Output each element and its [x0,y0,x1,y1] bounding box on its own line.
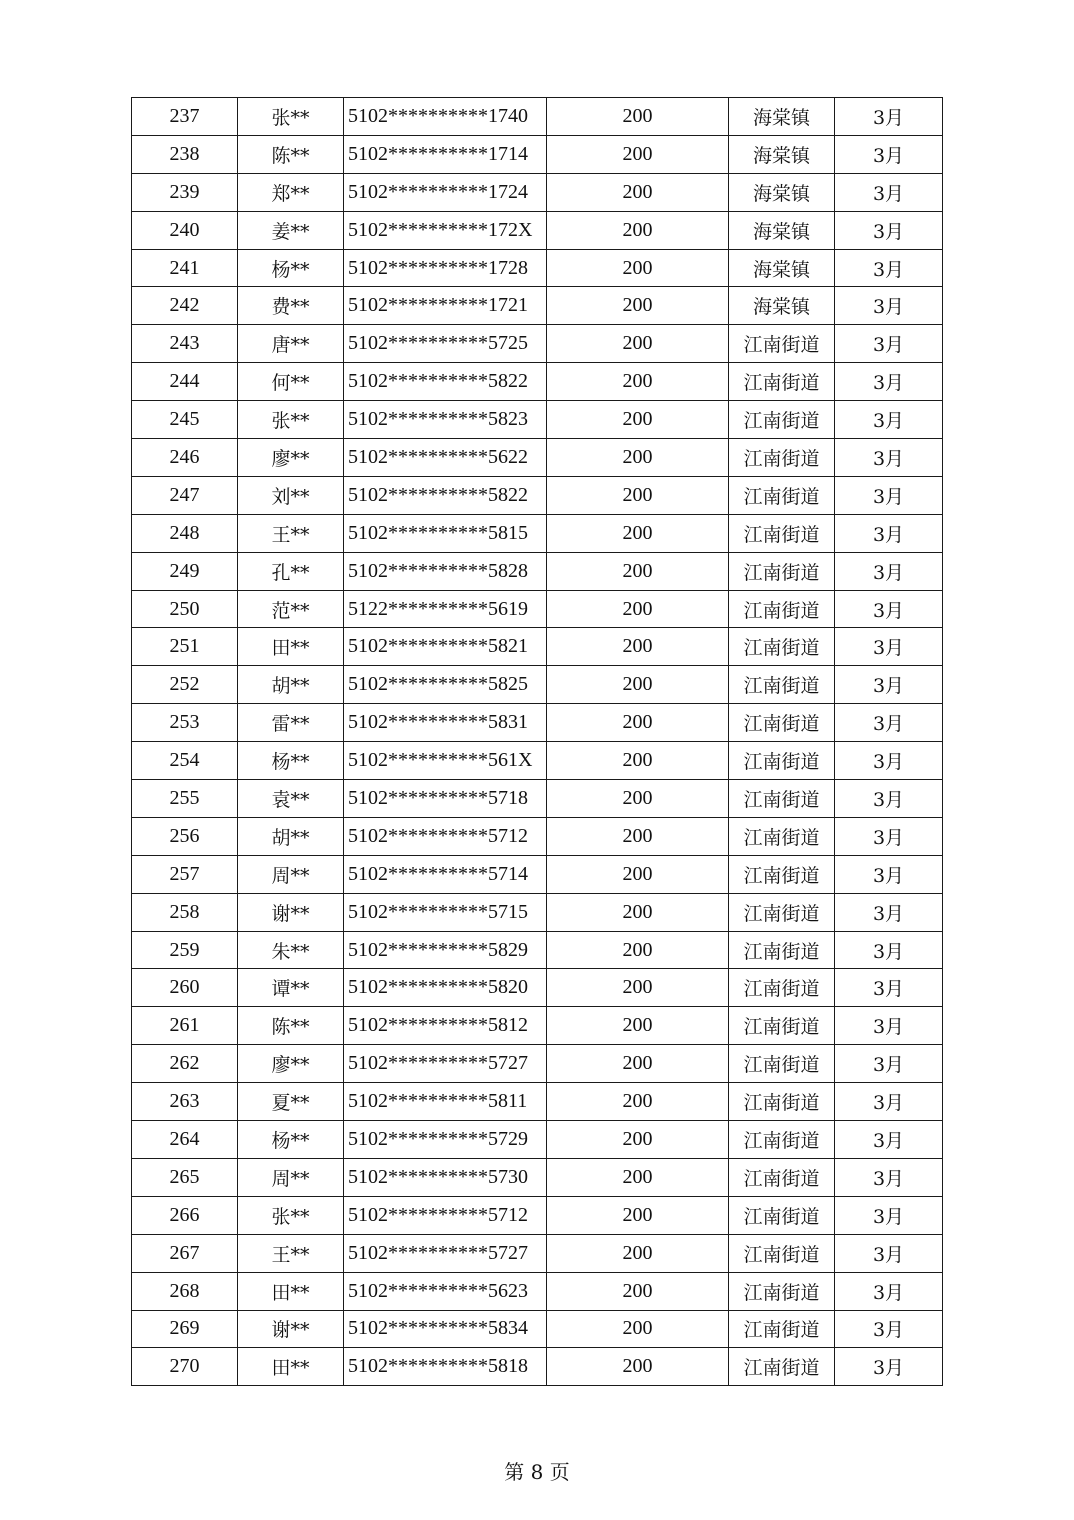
name-cell: 姜** [238,211,344,249]
row-number-cell: 254 [132,742,238,780]
name-cell: 胡** [238,666,344,704]
id-number-cell: 5102**********5712 [344,817,547,855]
row-number-cell: 261 [132,1007,238,1045]
table-row [132,325,943,363]
amount-cell: 200 [547,855,729,893]
amount-cell: 200 [547,628,729,666]
name-cell: 谢** [238,1310,344,1348]
area-cell: 江南街道 [729,1348,835,1386]
area-cell: 江南街道 [729,969,835,1007]
table-row [132,931,943,969]
table-row [132,98,943,136]
id-number-cell: 5122**********5619 [344,590,547,628]
table-row [132,1348,943,1386]
table-row [132,893,943,931]
row-number-cell: 266 [132,1196,238,1234]
amount-cell: 200 [547,552,729,590]
amount-cell: 200 [547,1234,729,1272]
area-cell: 江南街道 [729,590,835,628]
amount-cell: 200 [547,969,729,1007]
row-number-cell: 264 [132,1121,238,1159]
area-cell: 江南街道 [729,704,835,742]
month-cell: 3月 [835,969,943,1007]
area-cell: 江南街道 [729,1234,835,1272]
name-cell: 杨** [238,742,344,780]
name-cell: 范** [238,590,344,628]
id-number-cell: 5102**********5815 [344,514,547,552]
row-number-cell: 268 [132,1272,238,1310]
row-number-cell: 253 [132,704,238,742]
area-cell: 海棠镇 [729,173,835,211]
name-cell: 费** [238,287,344,325]
row-number-cell: 245 [132,401,238,439]
id-number-cell: 5102**********5727 [344,1045,547,1083]
area-cell: 江南街道 [729,931,835,969]
id-number-cell: 5102**********5829 [344,931,547,969]
table-row [132,135,943,173]
area-cell: 江南街道 [729,817,835,855]
month-cell: 3月 [835,855,943,893]
month-cell: 3月 [835,1045,943,1083]
area-cell: 江南街道 [729,325,835,363]
area-cell: 江南街道 [729,742,835,780]
id-number-cell: 5102**********5718 [344,780,547,818]
table-row [132,552,943,590]
row-number-cell: 250 [132,590,238,628]
id-number-cell: 5102**********5825 [344,666,547,704]
amount-cell: 200 [547,1121,729,1159]
month-cell: 3月 [835,1196,943,1234]
name-cell: 廖** [238,439,344,477]
month-cell: 3月 [835,287,943,325]
area-cell: 江南街道 [729,1196,835,1234]
name-cell: 唐** [238,325,344,363]
row-number-cell: 263 [132,1083,238,1121]
id-number-cell: 5102**********1724 [344,173,547,211]
month-cell: 3月 [835,931,943,969]
id-number-cell: 5102**********5823 [344,401,547,439]
name-cell: 刘** [238,476,344,514]
month-cell: 3月 [835,249,943,287]
row-number-cell: 269 [132,1310,238,1348]
table-row [132,780,943,818]
month-cell: 3月 [835,893,943,931]
page-number: 第 8 页 [504,1460,570,1484]
id-number-cell: 5102**********5725 [344,325,547,363]
area-cell: 江南街道 [729,1045,835,1083]
id-number-cell: 5102**********5822 [344,476,547,514]
row-number-cell: 265 [132,1158,238,1196]
name-cell: 袁** [238,780,344,818]
name-cell: 张** [238,1196,344,1234]
table-row [132,1234,943,1272]
amount-cell: 200 [547,287,729,325]
month-cell: 3月 [835,439,943,477]
id-number-cell: 5102**********5712 [344,1196,547,1234]
month-cell: 3月 [835,363,943,401]
id-number-cell: 5102**********5822 [344,363,547,401]
name-cell: 田** [238,1272,344,1310]
table-row [132,1083,943,1121]
area-cell: 江南街道 [729,552,835,590]
row-number-cell: 255 [132,780,238,818]
id-number-cell: 5102**********5828 [344,552,547,590]
id-number-cell: 5102**********1740 [344,98,547,136]
month-cell: 3月 [835,742,943,780]
row-number-cell: 260 [132,969,238,1007]
month-cell: 3月 [835,704,943,742]
table-row [132,1158,943,1196]
id-number-cell: 5102**********561X [344,742,547,780]
amount-cell: 200 [547,931,729,969]
table-row [132,249,943,287]
id-number-cell: 5102**********5831 [344,704,547,742]
id-number-cell: 5102**********5714 [344,855,547,893]
row-number-cell: 259 [132,931,238,969]
table-row [132,1045,943,1083]
month-cell: 3月 [835,476,943,514]
month-cell: 3月 [835,628,943,666]
area-cell: 江南街道 [729,628,835,666]
area-cell: 江南街道 [729,401,835,439]
id-number-cell: 5102**********5812 [344,1007,547,1045]
area-cell: 江南街道 [729,1121,835,1159]
month-cell: 3月 [835,173,943,211]
amount-cell: 200 [547,742,729,780]
row-number-cell: 244 [132,363,238,401]
amount-cell: 200 [547,1272,729,1310]
row-number-cell: 251 [132,628,238,666]
month-cell: 3月 [835,98,943,136]
table-row [132,173,943,211]
table-row [132,666,943,704]
name-cell: 陈** [238,135,344,173]
month-cell: 3月 [835,666,943,704]
name-cell: 孔** [238,552,344,590]
area-cell: 江南街道 [729,1310,835,1348]
name-cell: 夏** [238,1083,344,1121]
id-number-cell: 5102**********5623 [344,1272,547,1310]
row-number-cell: 239 [132,173,238,211]
area-cell: 海棠镇 [729,287,835,325]
amount-cell: 200 [547,135,729,173]
amount-cell: 200 [547,173,729,211]
month-cell: 3月 [835,514,943,552]
area-cell: 江南街道 [729,476,835,514]
month-cell: 3月 [835,552,943,590]
name-cell: 周** [238,855,344,893]
name-cell: 杨** [238,1121,344,1159]
table-row [132,590,943,628]
row-number-cell: 258 [132,893,238,931]
id-number-cell: 5102**********5730 [344,1158,547,1196]
table-row [132,742,943,780]
amount-cell: 200 [547,780,729,818]
amount-cell: 200 [547,98,729,136]
amount-cell: 200 [547,704,729,742]
area-cell: 江南街道 [729,666,835,704]
amount-cell: 200 [547,1083,729,1121]
row-number-cell: 257 [132,855,238,893]
amount-cell: 200 [547,363,729,401]
table-row [132,855,943,893]
name-cell: 何** [238,363,344,401]
month-cell: 3月 [835,817,943,855]
id-number-cell: 5102**********1728 [344,249,547,287]
row-number-cell: 252 [132,666,238,704]
row-number-cell: 240 [132,211,238,249]
amount-cell: 200 [547,1348,729,1386]
amount-cell: 200 [547,590,729,628]
name-cell: 谢** [238,893,344,931]
area-cell: 海棠镇 [729,249,835,287]
row-number-cell: 256 [132,817,238,855]
month-cell: 3月 [835,780,943,818]
row-number-cell: 270 [132,1348,238,1386]
amount-cell: 200 [547,211,729,249]
amount-cell: 200 [547,1158,729,1196]
month-cell: 3月 [835,1310,943,1348]
name-cell: 朱** [238,931,344,969]
table-row [132,817,943,855]
amount-cell: 200 [547,476,729,514]
month-cell: 3月 [835,1121,943,1159]
row-number-cell: 262 [132,1045,238,1083]
area-cell: 海棠镇 [729,135,835,173]
area-cell: 江南街道 [729,780,835,818]
amount-cell: 200 [547,1196,729,1234]
name-cell: 张** [238,98,344,136]
table-row [132,628,943,666]
name-cell: 谭** [238,969,344,1007]
table-row [132,1007,943,1045]
area-cell: 海棠镇 [729,211,835,249]
month-cell: 3月 [835,1348,943,1386]
table-body [132,98,943,1386]
table-row [132,704,943,742]
table-row [132,476,943,514]
month-cell: 3月 [835,1007,943,1045]
subsidy-table [131,97,943,1386]
table-row [132,1196,943,1234]
row-number-cell: 249 [132,552,238,590]
amount-cell: 200 [547,249,729,287]
name-cell: 田** [238,628,344,666]
id-number-cell: 5102**********1714 [344,135,547,173]
id-number-cell: 5102**********5811 [344,1083,547,1121]
area-cell: 江南街道 [729,514,835,552]
id-number-cell: 5102**********5821 [344,628,547,666]
amount-cell: 200 [547,401,729,439]
row-number-cell: 237 [132,98,238,136]
area-cell: 江南街道 [729,363,835,401]
table-row [132,1121,943,1159]
row-number-cell: 242 [132,287,238,325]
area-cell: 江南街道 [729,1158,835,1196]
row-number-cell: 241 [132,249,238,287]
id-number-cell: 5102**********5820 [344,969,547,1007]
area-cell: 海棠镇 [729,98,835,136]
row-number-cell: 238 [132,135,238,173]
row-number-cell: 247 [132,476,238,514]
month-cell: 3月 [835,590,943,628]
table-row [132,514,943,552]
amount-cell: 200 [547,325,729,363]
table-row [132,1310,943,1348]
month-cell: 3月 [835,1272,943,1310]
table-row [132,439,943,477]
amount-cell: 200 [547,439,729,477]
row-number-cell: 243 [132,325,238,363]
month-cell: 3月 [835,1083,943,1121]
name-cell: 胡** [238,817,344,855]
id-number-cell: 5102**********172X [344,211,547,249]
table-row [132,211,943,249]
month-cell: 3月 [835,325,943,363]
area-cell: 江南街道 [729,893,835,931]
amount-cell: 200 [547,666,729,704]
amount-cell: 200 [547,893,729,931]
table-row [132,1272,943,1310]
name-cell: 田** [238,1348,344,1386]
name-cell: 陈** [238,1007,344,1045]
id-number-cell: 5102**********5727 [344,1234,547,1272]
amount-cell: 200 [547,817,729,855]
id-number-cell: 5102**********5818 [344,1348,547,1386]
name-cell: 张** [238,401,344,439]
id-number-cell: 5102**********1721 [344,287,547,325]
area-cell: 江南街道 [729,1272,835,1310]
id-number-cell: 5102**********5622 [344,439,547,477]
id-number-cell: 5102**********5834 [344,1310,547,1348]
name-cell: 周** [238,1158,344,1196]
area-cell: 江南街道 [729,855,835,893]
amount-cell: 200 [547,514,729,552]
id-number-cell: 5102**********5729 [344,1121,547,1159]
row-number-cell: 246 [132,439,238,477]
table-row [132,969,943,1007]
area-cell: 江南街道 [729,439,835,477]
amount-cell: 200 [547,1007,729,1045]
month-cell: 3月 [835,211,943,249]
name-cell: 杨** [238,249,344,287]
amount-cell: 200 [547,1310,729,1348]
month-cell: 3月 [835,401,943,439]
row-number-cell: 248 [132,514,238,552]
name-cell: 郑** [238,173,344,211]
name-cell: 廖** [238,1045,344,1083]
table-row [132,401,943,439]
table-row [132,363,943,401]
id-number-cell: 5102**********5715 [344,893,547,931]
month-cell: 3月 [835,1158,943,1196]
month-cell: 3月 [835,135,943,173]
amount-cell: 200 [547,1045,729,1083]
name-cell: 王** [238,1234,344,1272]
area-cell: 江南街道 [729,1007,835,1045]
month-cell: 3月 [835,1234,943,1272]
table-row [132,287,943,325]
name-cell: 王** [238,514,344,552]
name-cell: 雷** [238,704,344,742]
row-number-cell: 267 [132,1234,238,1272]
data-table-container [131,97,943,1386]
area-cell: 江南街道 [729,1083,835,1121]
